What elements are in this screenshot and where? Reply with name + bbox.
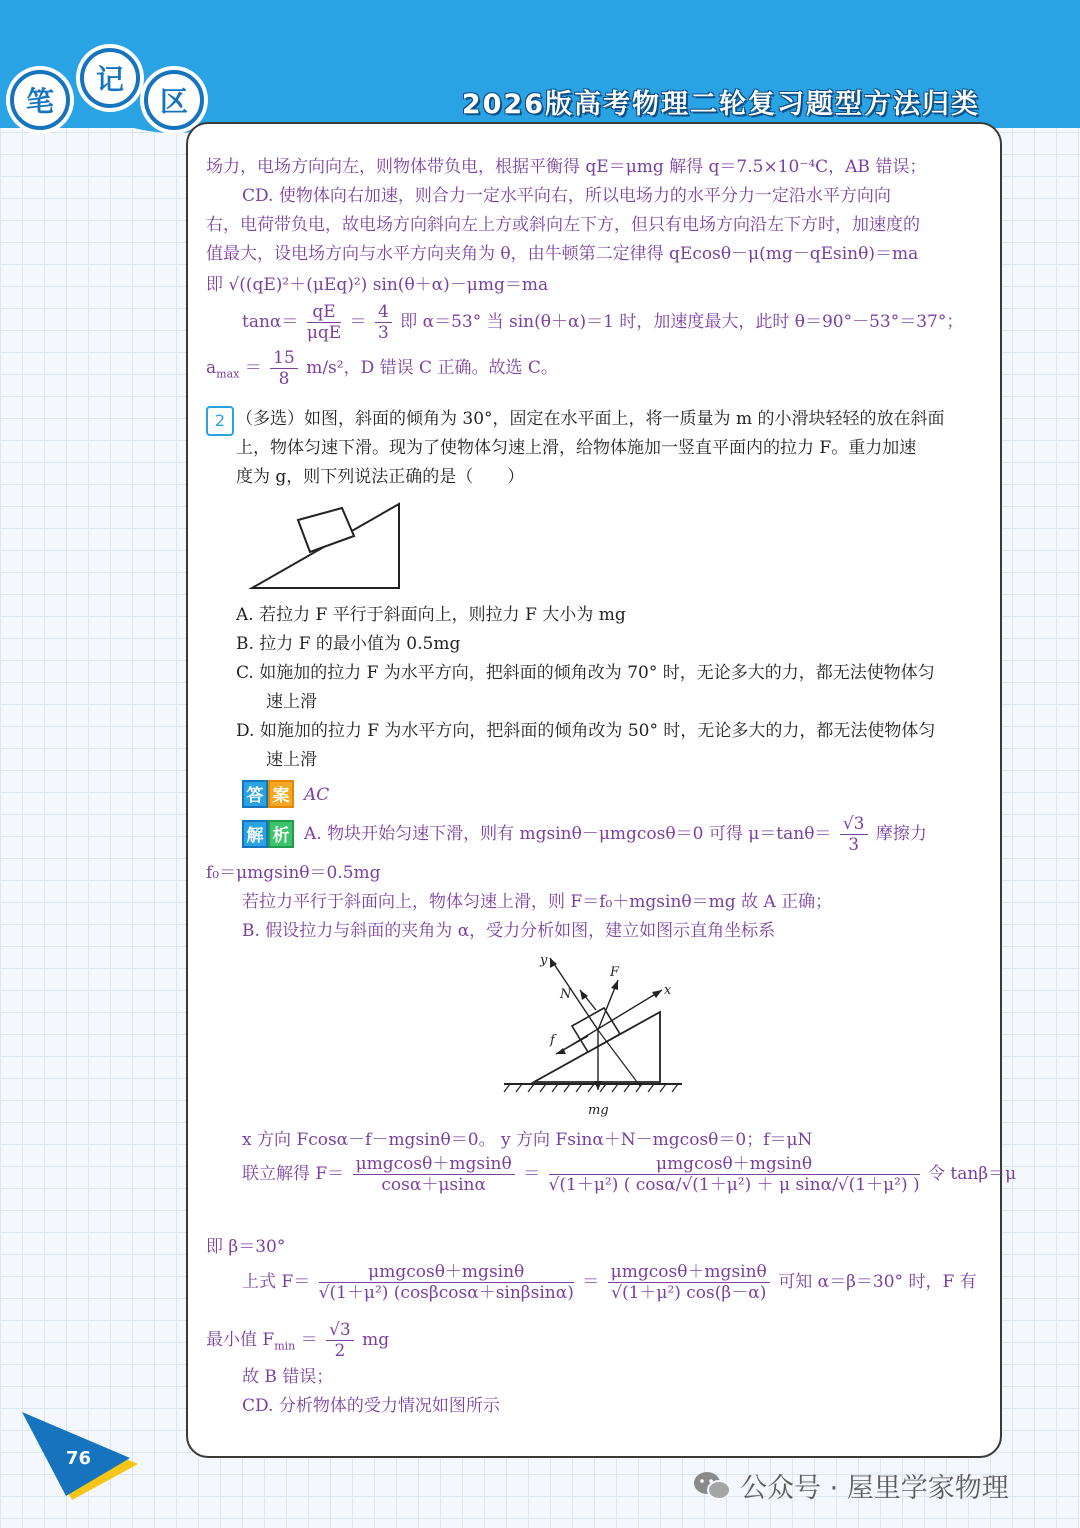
fraction-sqrt3-3: $\frac{√3}{3}$: [840, 814, 868, 855]
prev-line-2: CD. 使物体向右加速，则合力一定水平向右，所以电场力的水平分力一定沿水平方向向: [242, 186, 891, 206]
label-mg: mg: [588, 1103, 609, 1118]
fraction-sqrt3-2: $\frac{√3}{2}$: [326, 1320, 354, 1361]
question-line-3: 度为 g，则下列说法正确的是（ ）: [236, 467, 525, 487]
prev-line-6: tanα＝ $\frac{qE}{\text{μqE}}$ ＝ $\frac{4}{3}$ 即 α＝53° 当 sin(θ＋α)＝1 时，加速度最大，此时 θ＝90°－53°＝37°；: [242, 302, 964, 343]
equation-1: x 方向 Fcosα－f－mgsinθ＝0。 y 方向 Fsinα＋N－mgcosθ＝0；f＝μN: [242, 1130, 813, 1150]
fraction-qe: $\frac{qE}{\text{μqE}}$: [306, 302, 342, 343]
equation-2: 联立解得 F＝ $\frac{\text{μmgcosθ＋mgsinθ}}{\cos\alpha+\mu\sin\alpha}$ ＝ $\frac{\text{μmgcosθ＋mgsinθ}}{\text{√(1＋μ²) ( cosα/√(1＋μ²) ＋ μ sinα/√(1＋μ²) )}}$ 令 tanβ＝μ: [242, 1154, 1017, 1195]
tan-alpha-label: tanα＝: [242, 312, 299, 332]
badge-qu: 区: [144, 70, 204, 130]
page-number: 76: [66, 1448, 92, 1469]
label-F: F: [610, 965, 620, 980]
eq4-fraction-1: $\frac{\text{μmgcosθ＋mgsinθ}}{\text{√(1＋μ²) (cosβcosα＋sinβsinα)}}$: [318, 1262, 574, 1303]
option-c-cont: 速上滑: [266, 692, 317, 712]
answer-tag: 答 案: [242, 780, 294, 808]
analysis-tag: 解 析: [242, 820, 294, 848]
question-line-2: 上，物体匀速下滑。现为了使物体匀速上滑，给物体施加一竖直平面内的拉力 F。重力加速: [236, 438, 917, 458]
eq2-fraction-1: $\frac{\text{μmgcosθ＋mgsinθ}}{\cos\alpha+\mu\sin\alpha}$: [353, 1154, 515, 1195]
fraction-15-8: $\frac{15}{8}$: [270, 348, 298, 389]
prev-line-7: $a_{max}$ ＝ $\frac{15}{8}$ m/s²，D 错误 C 正确。故选 C。: [206, 348, 558, 389]
watermark-text: 公众号 · 屋里学家物理: [740, 1473, 1009, 1504]
badge-ji: 记: [80, 48, 140, 108]
question-line-1: （多选）如图，斜面的倾角为 30°，固定在水平面上，将一质量为 m 的小滑块轻轻的放在斜面: [236, 409, 945, 429]
prev-line-3: 右，电荷带负电，故电场方向斜向左上方或斜向左下方，但只有电场方向沿左下方时，加速度的: [206, 215, 920, 235]
incline-block-diagram: [248, 496, 408, 594]
fraction-4-3: $\frac{4}{3}$: [375, 302, 392, 343]
option-c: C. 如施加的拉力 F 为水平方向，把斜面的倾角改为 70° 时，无论多大的力，都无法使物体匀: [236, 663, 935, 683]
equation-3: 即 β＝30°: [206, 1237, 286, 1257]
analysis-line-2: f₀＝μmgsinθ＝0.5mg: [206, 863, 381, 883]
eq2-fraction-2: $\frac{\text{μmgcosθ＋mgsinθ}}{\text{√(1＋μ²) ( cosα/√(1＋μ²) ＋ μ sinα/√(1＋μ²) )}}$: [548, 1154, 920, 1195]
equation-5: 最小值 $F_{min}$ ＝ $\frac{√3}{2}$ mg: [206, 1320, 390, 1361]
analysis-line-3: 若拉力平行于斜面向上，物体匀速上滑，则 F＝f₀＋mgsinθ＝mg 故 A 正确；: [242, 892, 833, 912]
eq4-fraction-2: $\frac{\text{μmgcosθ＋mgsinθ}}{\text{√(1＋μ²) cos(β－α)}}$: [608, 1262, 770, 1303]
prev-line-5: 即 √((qE)²＋(μEq)²) sin(θ＋α)－μmg＝ma: [206, 275, 549, 295]
label-f: f: [550, 1033, 555, 1048]
equation-7: CD. 分析物体的受力情况如图所示: [242, 1396, 500, 1416]
question-number: 2: [206, 406, 234, 436]
label-N: N: [560, 987, 572, 1002]
option-d-cont: 速上滑: [266, 750, 317, 770]
analysis-line-1: A. 物块开始匀速下滑，则有 mgsinθ－μmgcosθ＝0 可得 μ＝tanθ＝ $\frac{√3}{3}$ 摩擦力: [304, 814, 927, 855]
option-d: D. 如施加的拉力 F 为水平方向，把斜面的倾角改为 50° 时，无论多大的力，都无法使物体匀: [236, 721, 936, 741]
equation-6: 故 B 错误；: [242, 1367, 334, 1387]
analysis-line-4: B. 假设拉力与斜面的夹角为 α，受力分析如图，建立如图示直角坐标系: [242, 921, 776, 941]
prev-line-4: 值最大，设电场方向与水平方向夹角为 θ，由牛顿第二定律得 qEcosθ－μ(mg－qEsinθ)＝ma: [206, 244, 919, 264]
option-a: A. 若拉力 F 平行于斜面向上，则拉力 F 大小为 mg: [236, 605, 626, 625]
alpha-53-text: 即 α＝53° 当 sin(θ＋α)＝1 时，加速度最大，此时 θ＝90°－53°＝37°；: [400, 312, 964, 332]
badge-bi: 笔: [10, 70, 70, 130]
wechat-watermark: [692, 1466, 1009, 1505]
book-title: 2026版高考物理二轮复习题型方法归类: [461, 89, 980, 120]
wechat-icon: [692, 1470, 732, 1502]
label-y: y: [540, 953, 548, 968]
prev-line-1: 场力，电场方向向左，则物体带负电，根据平衡得 qE＝μmg 解得 q＝7.5×10⁻⁴C，AB 错误；: [206, 157, 927, 177]
force-diagram: [500, 950, 690, 1122]
option-b: B. 拉力 F 的最小值为 0.5mg: [236, 634, 461, 654]
answer-value: AC: [304, 785, 330, 805]
label-x: x: [664, 983, 672, 998]
equation-4: 上式 F＝ $\frac{\text{μmgcosθ＋mgsinθ}}{\text{√(1＋μ²) (cosβcosα＋sinβsinα)}}$ ＝ $\frac{\text{μmgcosθ＋mgsinθ}}{\text{√(1＋μ²) cos(β－α)}}$ 可知 α＝β＝30° 时，F 有: [242, 1262, 977, 1303]
